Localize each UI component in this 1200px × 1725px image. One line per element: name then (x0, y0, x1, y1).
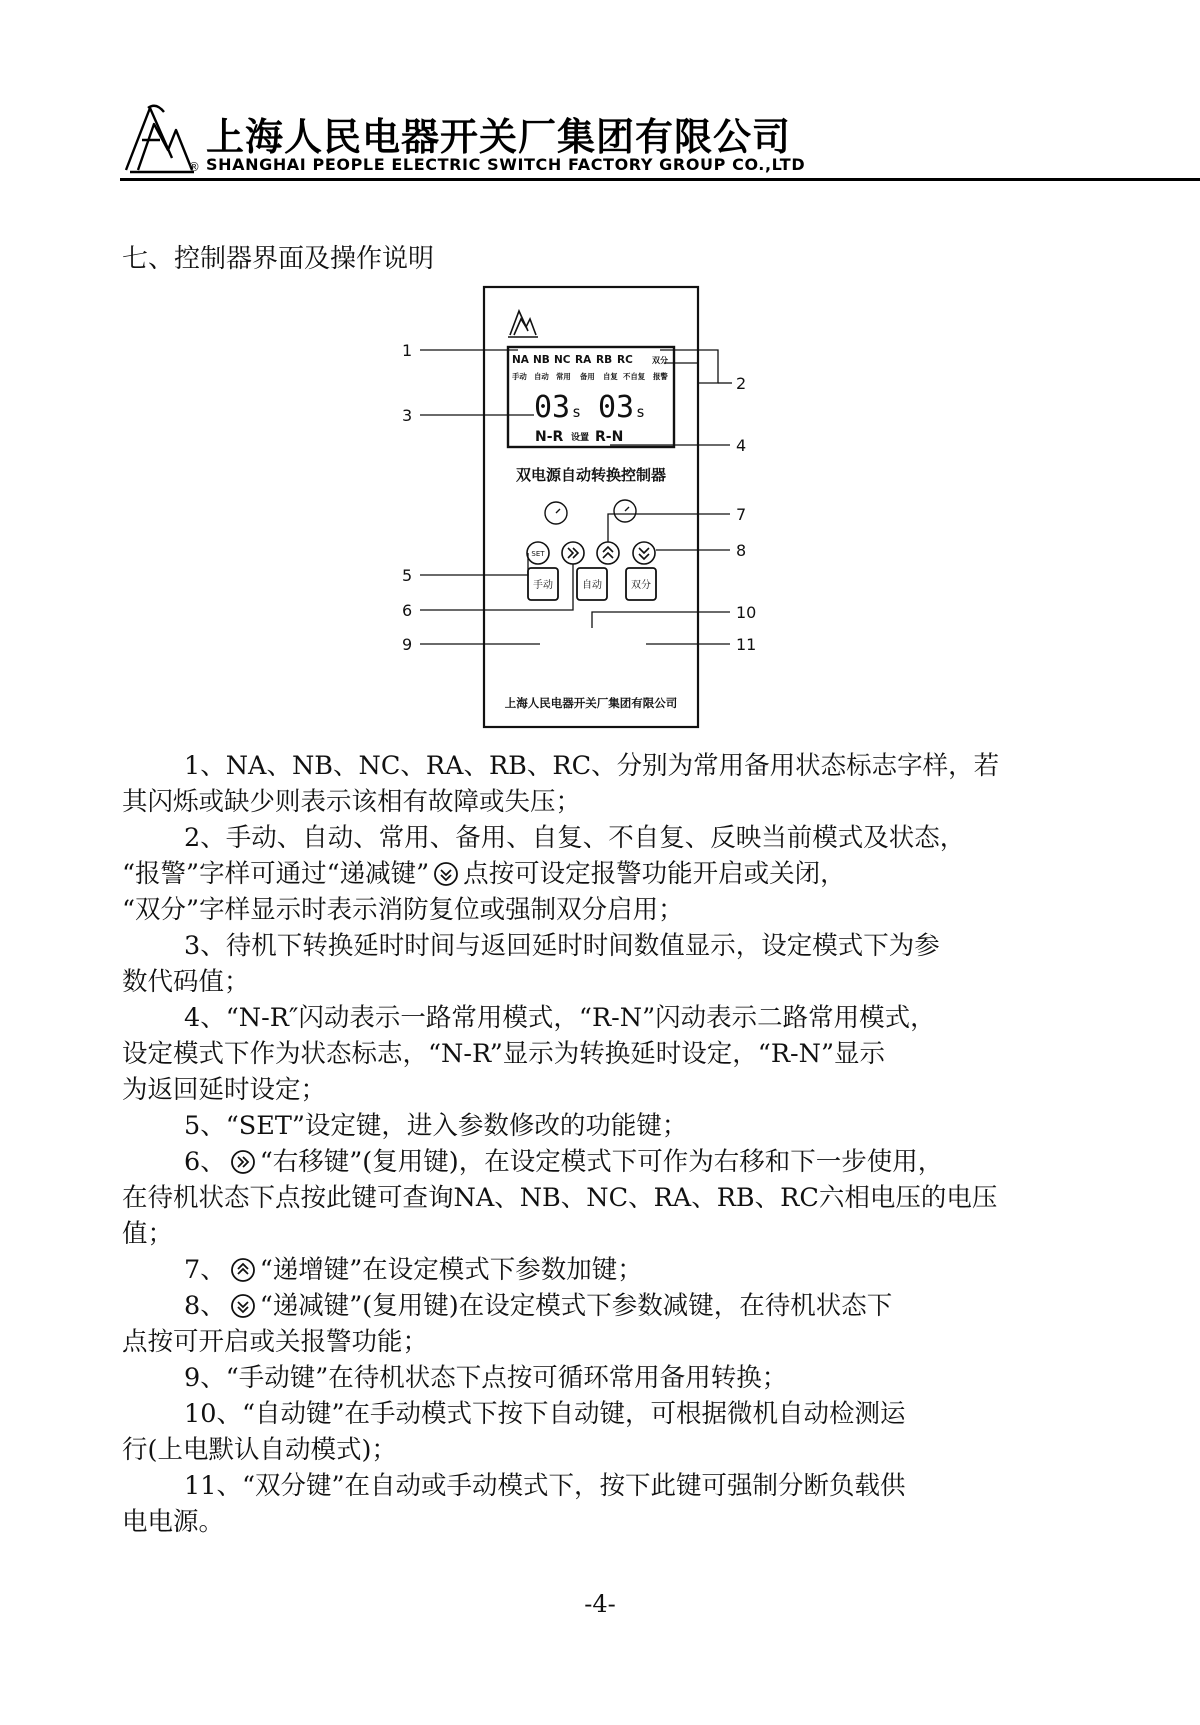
lcd-status-autoreturn: 自复 (603, 372, 618, 381)
item-4-line-1: 4、“N-R″闪动表示一路常用模式，“R-N”闪动表示二路常用模式， (184, 1003, 936, 1033)
lcd-unit-right: s (636, 403, 646, 421)
lcd-phase-rc: RC (617, 354, 633, 366)
lcd-status-manual: 手动 (512, 372, 527, 381)
callout-number-1: 1 (402, 341, 413, 360)
item-5-line-1: 5、“SET”设定键，进入参数修改的功能键； (184, 1111, 688, 1141)
decrement-key-icon (230, 1293, 256, 1319)
lcd-mode-setting: 设置 (571, 433, 590, 443)
right-shift-key-icon (230, 1149, 256, 1175)
lcd-delay-left: 03 (534, 390, 571, 425)
item-1-line-1: 1、NA、NB、NC、RA、RB、RC、分别为常用备用状态标志字样，若 (184, 751, 1000, 781)
item-2-line-2-after: 点按可设定报警功能开启或关闭， (463, 859, 846, 889)
header-divider (120, 178, 1200, 181)
company-name-en: SHANGHAI PEOPLE ELECTRIC SWITCH FACTORY GROUP CO.,LTD (206, 155, 806, 174)
lcd-phase-ra: RA (575, 354, 592, 366)
item-7-after: “递增键”在设定模式下参数加键； (259, 1255, 643, 1285)
item-6-line-2: 在待机状态下点按此键可查询NA、NB、NC、RA、RB、RC六相电压的电压 (122, 1183, 998, 1213)
item-11-line-2: 电电源。 (122, 1507, 225, 1537)
lcd-phase-na: NA (512, 354, 529, 366)
item-1-line-2: 其闪烁或缺少则表示该相有故障或失压； (122, 787, 582, 817)
item-6-prefix: 6、 (184, 1147, 226, 1177)
decrement-key-icon (433, 861, 459, 887)
item-3-line-2: 数代码值； (122, 967, 250, 997)
callout-number-7: 7 (736, 505, 747, 524)
controller-diagram (400, 285, 800, 730)
item-9-line-1: 9、“手动键”在待机状态下点按可循环常用备用转换； (184, 1363, 788, 1393)
callout-number-3: 3 (402, 406, 413, 425)
item-4-line-3: 为返回延时设定； (122, 1075, 327, 1105)
set-key-label: SET (531, 550, 545, 558)
lcd-status-normal: 常用 (556, 372, 571, 381)
lcd-unit-left: s (572, 403, 582, 421)
lcd-phase-nc: NC (554, 354, 571, 366)
panel-title: 双电源自动转换控制器 (515, 466, 667, 484)
lcd-phase-rb: RB (596, 354, 613, 366)
callout-number-2: 2 (736, 374, 747, 393)
increment-key-icon (230, 1257, 256, 1283)
item-10-line-2: 行(上电默认自动模式)； (122, 1435, 397, 1465)
company-logo (120, 100, 198, 180)
item-11-line-1: 11、“双分键”在自动或手动模式下，按下此键可强制分断负载供 (184, 1471, 906, 1501)
lcd-split-label: 双分 (652, 356, 668, 365)
item-4-line-2: 设定模式下作为状态标志，“N-R”显示为转换延时设定，“R-N”显示 (122, 1039, 886, 1069)
callout-number-5: 5 (402, 566, 413, 585)
item-7-line-1 (122, 1252, 1102, 1288)
lcd-delay-right: 03 (598, 390, 635, 425)
auto-button-label: 自动 (582, 580, 602, 591)
item-8-line-2: 点按可开启或关报警功能； (122, 1327, 429, 1357)
item-10-line-1: 10、“自动键”在手动模式下按下自动键，可根据微机自动检测运 (184, 1399, 906, 1429)
item-6-line-3: 值； (122, 1219, 174, 1249)
split-button-label: 双分 (631, 580, 651, 591)
lcd-status-alarm: 报警 (653, 372, 668, 381)
page-number: -4- (584, 1590, 616, 1618)
company-name-cn: 上海人民电器开关厂集团有限公司 (206, 115, 792, 159)
instructions-body (122, 748, 1102, 1540)
lcd-mode-rn: R-N (595, 429, 624, 445)
callout-number-11: 11 (736, 635, 757, 654)
item-2-line-2 (122, 856, 1102, 892)
panel-footer: 上海人民电器开关厂集团有限公司 (504, 696, 678, 710)
callout-number-4: 4 (736, 436, 747, 455)
lcd-status-standby: 备用 (580, 372, 595, 381)
registered-mark: ® (188, 160, 200, 174)
callout-number-10: 10 (736, 603, 757, 622)
section-title: 七、控制器界面及操作说明 (122, 244, 435, 274)
item-6-after: “右移键”(复用键)，在设定模式下可作为右移和下一步使用， (259, 1147, 944, 1177)
item-2-line-1: 2、手动、自动、常用、备用、自复、不自复、反映当前模式及状态， (184, 823, 966, 853)
item-2-line-2-before: “报警”字样可通过“递减键” (122, 859, 430, 889)
callout-number-8: 8 (736, 541, 747, 560)
callout-number-9: 9 (402, 635, 413, 654)
item-3-line-1: 3、待机下转换延时时间与返回延时时间数值显示，设定模式下为参 (184, 931, 940, 961)
item-8-prefix: 8、 (184, 1291, 226, 1321)
manual-button-label: 手动 (533, 580, 553, 591)
lcd-status-noautoreturn: 不自复 (623, 372, 646, 381)
lcd-status-auto: 自动 (534, 372, 549, 381)
item-7-prefix: 7、 (184, 1255, 226, 1285)
item-6-line-1 (122, 1144, 1102, 1180)
lcd-phase-nb: NB (533, 354, 550, 366)
item-2-line-3: “双分”字样显示时表示消防复位或强制双分启用； (122, 895, 684, 925)
callout-number-6: 6 (402, 601, 413, 620)
item-8-line-1 (122, 1288, 1102, 1324)
item-8-after: “递减键”(复用键)在设定模式下参数减键，在待机状态下 (259, 1291, 893, 1321)
lcd-mode-nr: N-R (535, 429, 564, 445)
